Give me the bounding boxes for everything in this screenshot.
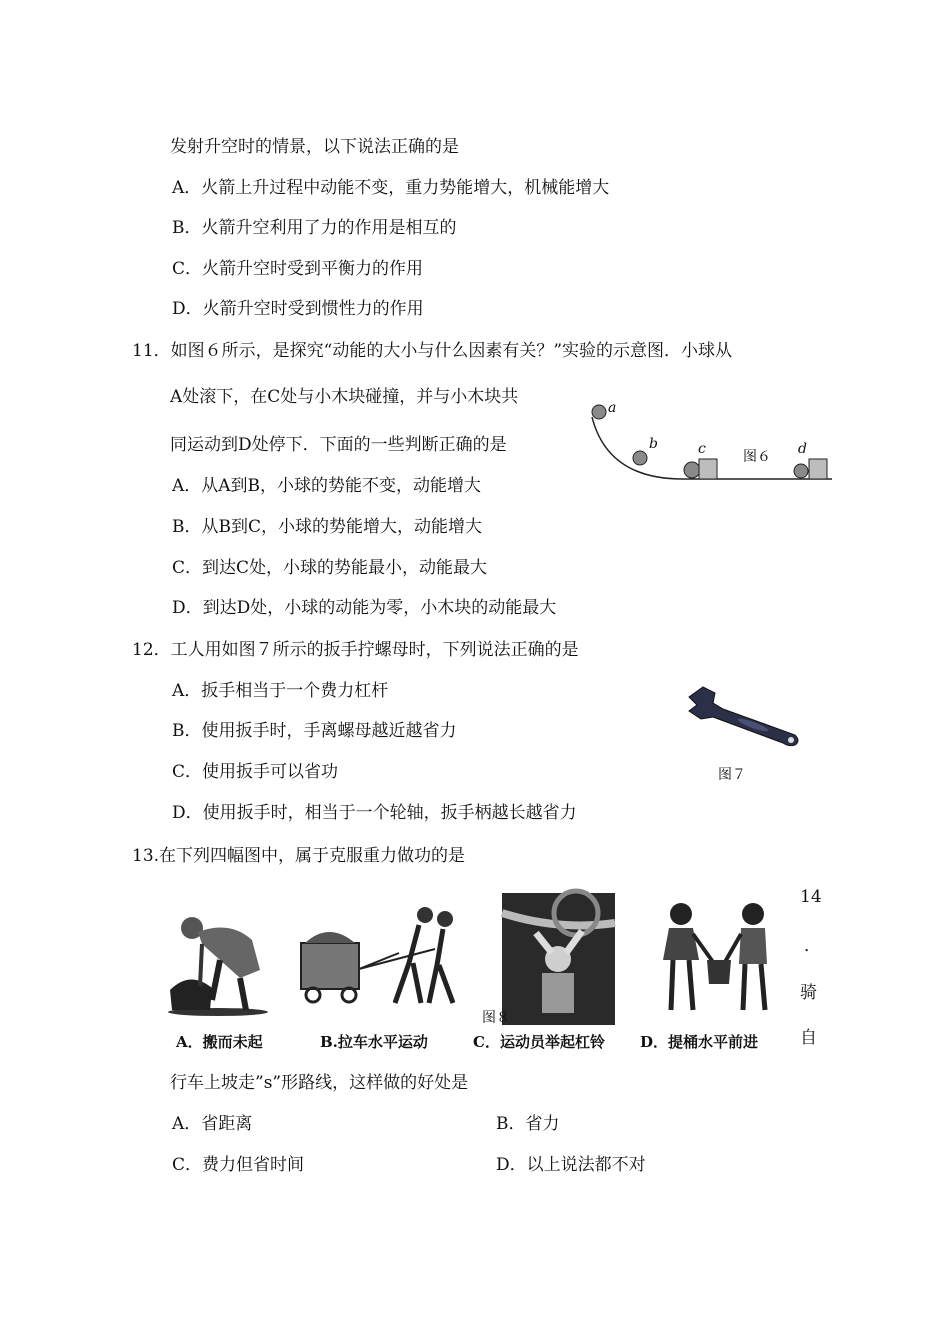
q11-stem-line1: 11．如图６所示，是探究“动能的大小与什么因素有关？”实验的示意图．小球从 xyxy=(132,341,733,361)
q14-option-d: D．以上说法都不对 xyxy=(496,1155,646,1175)
figure-6-label-a: a xyxy=(608,400,617,416)
panel-c-label: C．运动员举起杠铃 xyxy=(473,1033,605,1051)
q12-stem: 12．工人用如图７所示的扳手拧螺母时，下列说法正确的是 xyxy=(132,640,579,660)
q13-stem: 13.在下列四幅图中，属于克服重力做功的是 xyxy=(132,846,466,866)
q11-option-a: A．从A到B，小球的势能不变，动能增大 xyxy=(172,476,482,496)
q14-stem: 行车上坡走”s”形路线，这样做的好处是 xyxy=(170,1073,469,1093)
figure-8-caption: 图８ xyxy=(482,1010,510,1026)
figure-6-label-d: d xyxy=(798,441,807,457)
figure-7-caption: 图７ xyxy=(718,767,746,783)
q14-vertical-char-1: 骑 xyxy=(800,983,817,1003)
q11-stem-line3: 同运动到D处停下．下面的一些判断正确的是 xyxy=(170,435,507,455)
panel-a-label: A．搬而未起 xyxy=(176,1033,263,1051)
q11-stem-line2: A处滚下，在C处与小木块碰撞，并与小木块共 xyxy=(170,387,519,407)
panel-d-label: D．提桶水平前进 xyxy=(640,1033,759,1051)
q12-option-d: D．使用扳手时，相当于一个轮轴，扳手柄越长越省力 xyxy=(172,803,577,823)
q14-vertical-char-2: 自 xyxy=(800,1028,817,1048)
q12-option-c: C．使用扳手可以省功 xyxy=(172,762,339,782)
panel-c-weightlifter-illustration xyxy=(502,893,615,1025)
q10-option-a: A．火箭上升过程中动能不变，重力势能增大，机械能增大 xyxy=(172,178,610,198)
q11-option-b: B．从B到C，小球的势能增大，动能增大 xyxy=(172,517,482,537)
q14-option-a: A．省距离 xyxy=(172,1114,253,1134)
q11-option-d: D．到达D处，小球的动能为零，小木块的动能最大 xyxy=(172,598,557,618)
figure-6-label-c: c xyxy=(698,441,706,457)
figure-6-caption: 图６ xyxy=(743,449,771,465)
wrench-icon xyxy=(683,683,803,751)
q10-option-c: C．火箭升空时受到平衡力的作用 xyxy=(172,259,424,279)
q14-number-dot: ． xyxy=(804,936,821,956)
panel-a-lifting-stone-illustration xyxy=(160,900,275,1020)
q12-option-b: B．使用扳手时，手离螺母越近越省力 xyxy=(172,721,457,741)
panel-b-label: B.拉车水平运动 xyxy=(320,1033,428,1051)
q14-number: 14 xyxy=(800,887,822,907)
q10-option-b: B．火箭升空利用了力的作用是相互的 xyxy=(172,218,457,238)
q12-option-a: A．扳手相当于一个费力杠杆 xyxy=(172,681,389,701)
q10-stem: 发射升空时的情景，以下说法正确的是 xyxy=(170,137,459,157)
panel-d-carrying-bucket-illustration xyxy=(635,900,800,1020)
figure-6-label-b: b xyxy=(649,436,658,452)
panel-b-pulling-cart-illustration xyxy=(295,903,475,1018)
q11-option-c: C．到达C处，小球的势能最小，动能最大 xyxy=(172,558,488,578)
q14-option-c: C．费力但省时间 xyxy=(172,1155,305,1175)
q14-option-b: B．省力 xyxy=(496,1114,560,1134)
q10-option-d: D．火箭升空时受到惯性力的作用 xyxy=(172,299,424,319)
